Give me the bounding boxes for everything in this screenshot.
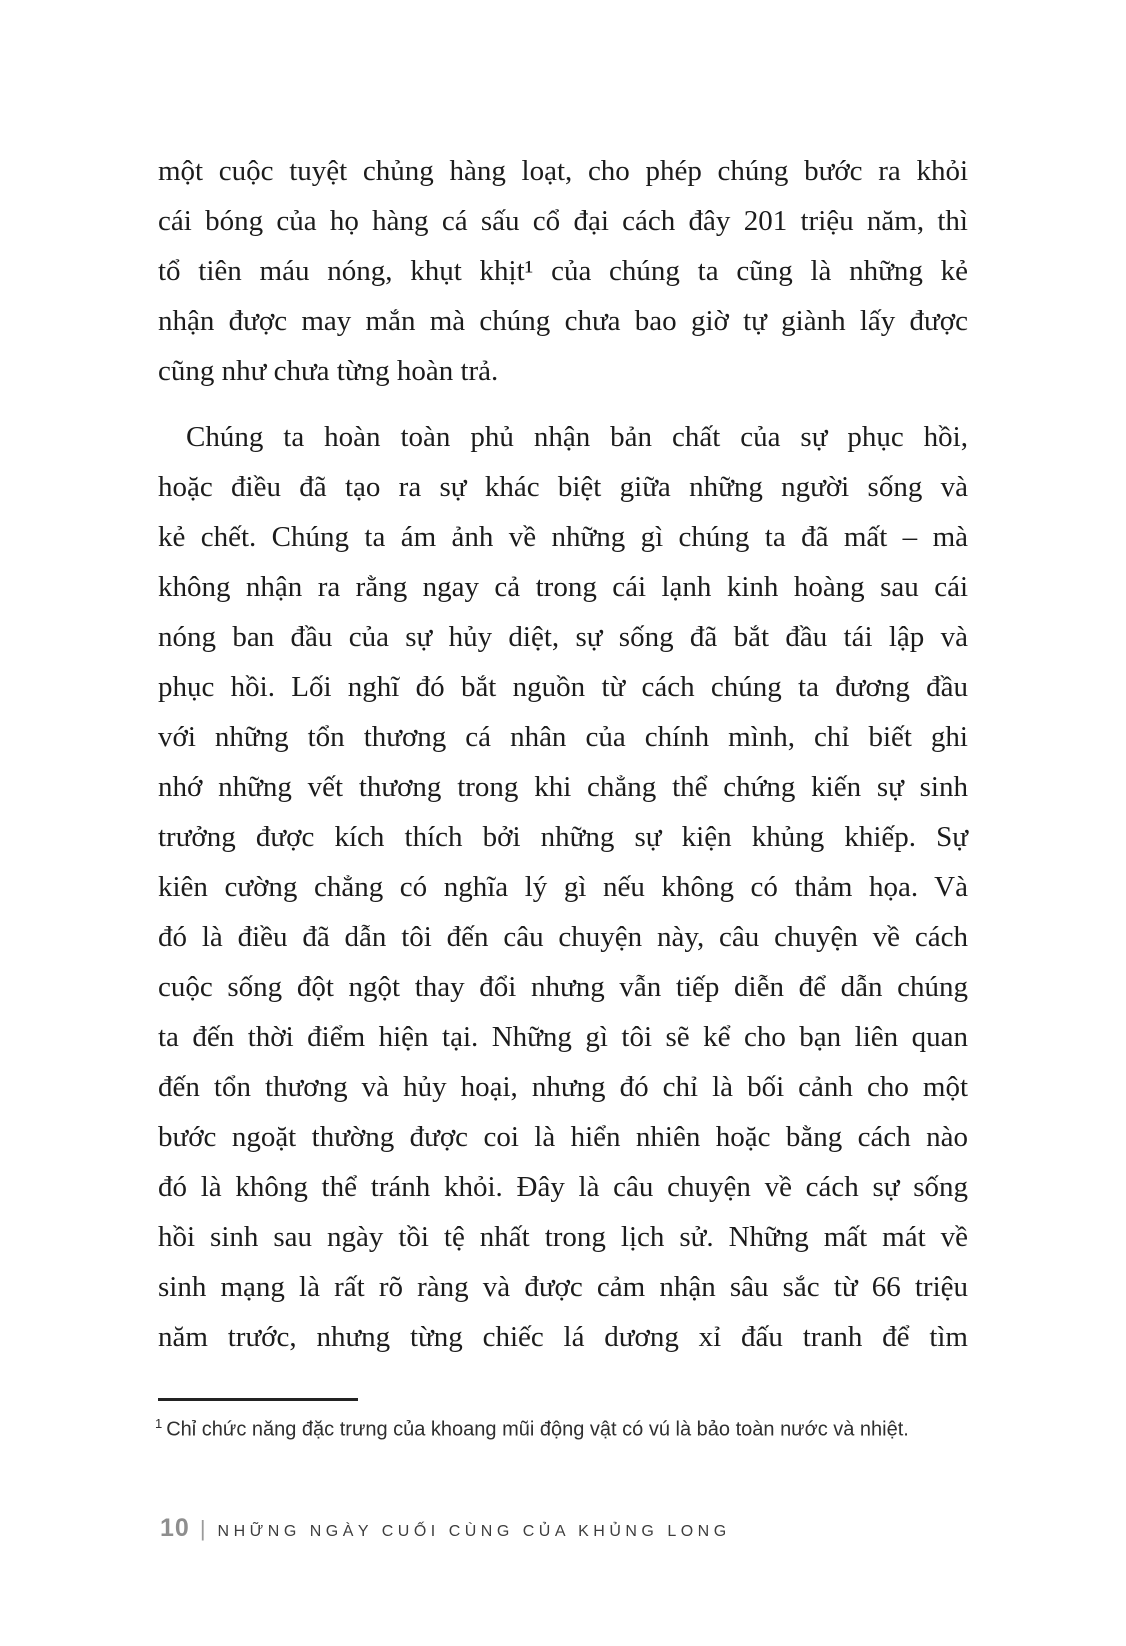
paragraph [158,412,968,1362]
body-text-line: bước ngoặt thường được coi là hiển nhiên hoặc bằng cách nào [158,1121,968,1153]
body-text-line: trưởng được kích thích bởi những sự kiện khủng khiếp. Sự [158,821,968,853]
body-text-line: hồi sinh sau ngày tồi tệ nhất trong lịch sử. Những mất mát về [158,1221,968,1253]
running-book-title: NHỮNG NGÀY CUỐI CÙNG CỦA KHỦNG LONG [217,1523,731,1540]
page-footer [160,1514,731,1543]
footnote-text: Chỉ chức năng đặc trưng của khoang mũi động vật có vú là bảo toàn nước và nhiệt. [166,1418,909,1441]
body-text-line: kẻ chết. Chúng ta ám ảnh về những gì chúng ta đã mất – mà [158,521,968,553]
body-text-line: đó là điều đã dẫn tôi đến câu chuyện này, câu chuyện về cách [158,921,968,953]
body-text-line: đó là không thể tránh khỏi. Đây là câu chuyện về cách sự sống [158,1171,968,1203]
body-text-line: đến tổn thương và hủy hoại, nhưng đó chỉ là bối cảnh cho một [158,1071,968,1103]
body-text-line: cuộc sống đột ngột thay đổi nhưng vẫn tiếp diễn để dẫn chúng [158,971,968,1003]
body-text-line: nhớ những vết thương trong khi chẳng thể chứng kiến sự sinh [158,771,968,803]
footnote [155,1410,955,1444]
paragraph [158,146,968,396]
body-text-line: nóng ban đầu của sự hủy diệt, sự sống đã bắt đầu tái lập và [158,621,968,653]
body-text-line: sinh mạng là rất rõ ràng và được cảm nhận sâu sắc từ 66 triệu [158,1271,968,1303]
body-text-line: kiên cường chẳng có nghĩa lý gì nếu không có thảm họa. Và [158,871,968,903]
body-text-line: cũng như chưa từng hoàn trả. [158,355,499,387]
body-text-line: tổ tiên máu nóng, khụt khịt¹ của chúng ta cũng là những kẻ [158,255,968,287]
body-text-line: cái bóng của họ hàng cá sấu cổ đại cách đây 201 triệu năm, thì [158,205,968,237]
footer-separator: | [199,1516,206,1541]
page-number: 10 [160,1514,190,1542]
body-text-line: phục hồi. Lối nghĩ đó bắt nguồn từ cách chúng ta đương đầu [158,671,968,703]
footnote-marker: 1 [155,1416,163,1431]
body-text [158,146,968,1362]
body-text-line: không nhận ra rằng ngay cả trong cái lạnh kinh hoàng sau cái [158,571,968,603]
footnote-divider [158,1398,358,1401]
body-text-line: một cuộc tuyệt chủng hàng loạt, cho phép chúng bước ra khỏi [158,155,968,187]
body-text-line: hoặc điều đã tạo ra sự khác biệt giữa những người sống và [158,471,968,503]
body-text-line: Chúng ta hoàn toàn phủ nhận bản chất của sự phục hồi, [186,421,968,453]
body-text-line: với những tổn thương cá nhân của chính mình, chỉ biết ghi [158,721,968,753]
body-text-line: ta đến thời điểm hiện tại. Những gì tôi sẽ kể cho bạn liên quan [158,1021,968,1053]
body-text-line: nhận được may mắn mà chúng chưa bao giờ tự giành lấy được [158,305,968,337]
body-text-line: năm trước, nhưng từng chiếc lá dương xỉ đấu tranh để tìm [158,1321,968,1353]
